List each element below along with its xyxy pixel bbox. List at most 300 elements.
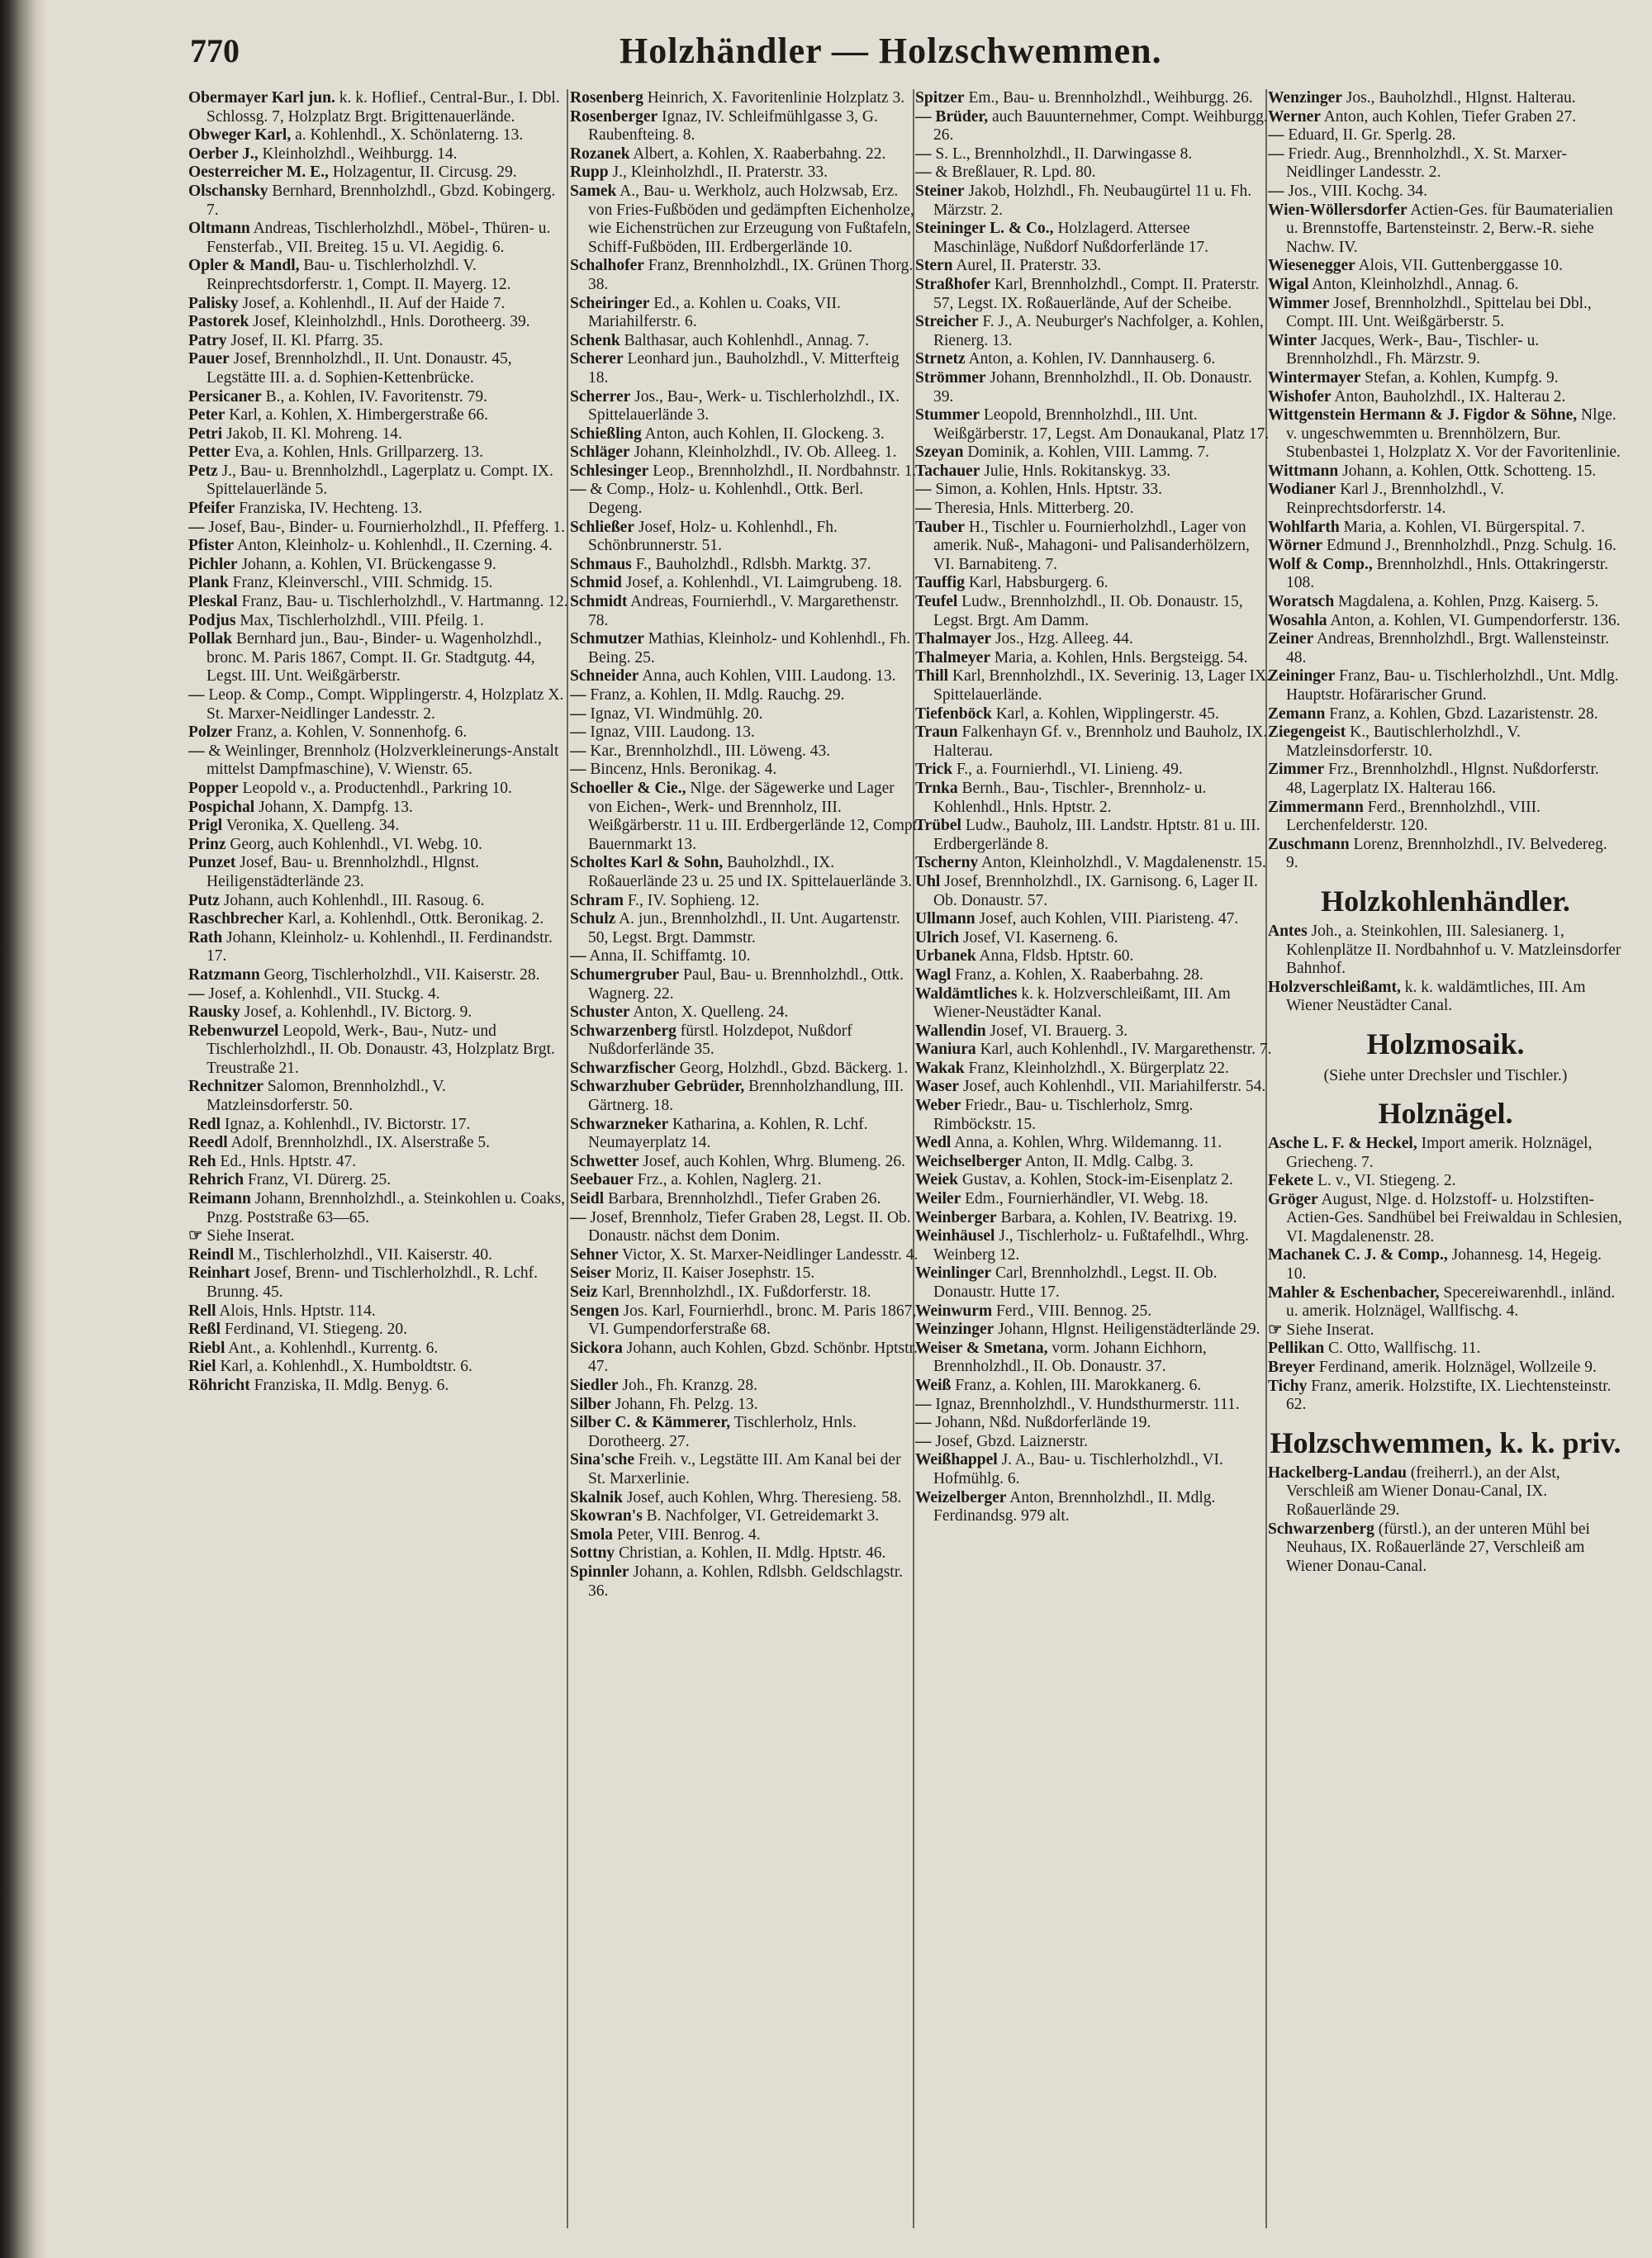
directory-entry [1268, 1191, 1623, 1247]
entry-name: Seiz [570, 1283, 598, 1301]
directory-entry [570, 425, 921, 444]
entry-name: Siedler [570, 1376, 619, 1394]
directory-entry [570, 444, 921, 463]
entry-details: Franz, a. Kohlen, X. Raaberbahng. 28. [955, 965, 1203, 984]
directory-entry [570, 1190, 921, 1209]
entry-details: Ludw., Brennholzhdl., II. Ob. Donaustr. 15, Legst. Brgt. Am Damm. [933, 593, 1243, 629]
entry-name: Scherrer [570, 387, 631, 406]
directory-entry [915, 966, 1273, 985]
directory-entry [1268, 1520, 1623, 1577]
entry-name: Smola [570, 1525, 614, 1544]
directory-entry [1268, 537, 1623, 556]
entry-name: Schmutzer [570, 630, 644, 648]
entry-name: Wishofer [1268, 387, 1332, 406]
directory-entry [570, 145, 921, 164]
directory-entry [188, 1358, 568, 1377]
directory-entry [915, 854, 1273, 873]
entry-name: Zimmermann [1268, 798, 1364, 816]
entry-details: Balthasar, auch Kohlenhdl., Annag. 7. [624, 331, 870, 349]
entry-details: Carl, Brennholzhdl., Legst. II. Ob. Donaustr. Hutte 17. [933, 1264, 1218, 1301]
directory-entry [570, 1340, 921, 1377]
entry-name: Thalmeyer [915, 648, 990, 666]
directory-entry [1268, 481, 1623, 518]
entry-details: Mathias, Kleinholz- und Kohlenhdl., Fh. Being. 25. [588, 630, 911, 666]
directory-entry [188, 406, 568, 425]
entry-details: Franz, a. Kohlen, V. Sonnenhofg. 6. [235, 723, 468, 742]
entry-details: fürstl. Holzdepot, Nußdorf Nußdorferlände 35. [588, 1022, 852, 1059]
entry-details: Karl, Brennholzhdl., Compt. II. Praterstr. 57, Legst. IX. Roßauerlände, Auf der Scheibe. [933, 275, 1260, 312]
entry-name: Seiser [570, 1264, 611, 1283]
directory-entry [570, 966, 921, 1003]
running-head: Holzhändler — Holzschwemmen. [620, 31, 1162, 71]
entry-name: Wohlfarth [1268, 518, 1340, 536]
entry-name: Ullmann [915, 910, 976, 928]
entry-name: Wittgenstein Hermann & J. Figdor & Söhne, [1268, 406, 1578, 425]
directory-entry [1268, 1284, 1623, 1321]
entry-details: Dominik, a. Kohlen, VIII. Lammg. 7. [967, 444, 1210, 462]
directory-entry [1268, 761, 1623, 798]
entry-details: Anton, Kleinholzhdl., Annag. 6. [1312, 275, 1519, 293]
entry-name: Tachauer [915, 462, 980, 480]
directory-entry [188, 220, 568, 257]
entry-name: Weiß [915, 1376, 952, 1394]
entry-details: Friedr. Aug., Brennholzhdl., X. St. Marxer-Neidlinger Landesstr. 2. [1286, 145, 1567, 182]
directory-entry [188, 593, 568, 612]
directory-entry [915, 1433, 1273, 1452]
directory-entry [570, 1489, 921, 1508]
entry-details: Bincenz, Hnls. Beronikag. 4. [590, 761, 777, 779]
directory-entry [570, 1116, 921, 1153]
entry-details: Albert, a. Kohlen, X. Raaberbahng. 22. [633, 145, 886, 163]
entry-details: Kar., Brennholzhdl., III. Löweng. 43. [590, 742, 831, 760]
directory-entry [570, 350, 921, 387]
entry-details: Ferdinand, VI. Stiegeng. 20. [224, 1321, 408, 1339]
entry-details: Anton, X. Quelleng. 24. [633, 1003, 789, 1022]
entry-name: Rath [188, 928, 223, 946]
entry-details: Josef, Gbzd. Laiznerstr. [935, 1432, 1089, 1450]
entry-details: Heinrich, X. Favoritenlinie Holzplatz 3. [647, 89, 905, 107]
entry-details: Johann, Kleinholz- u. Kohlenhdl., II. Ferdinandstr. 17. [206, 928, 553, 965]
entry-name: — [1268, 182, 1284, 200]
section-heading-holznaegel: Holznägel. [1378, 1096, 1513, 1130]
entry-name: Schläger [570, 444, 630, 462]
directory-entry [1268, 667, 1623, 704]
directory-entry [1268, 406, 1623, 463]
directory-entry [188, 723, 568, 742]
directory-entry [915, 89, 1273, 108]
entry-name: Silber C. & Kämmerer, [570, 1414, 731, 1432]
directory-entry [1268, 126, 1623, 145]
entry-details: Stefan, a. Kohlen, Kumpfg. 9. [1365, 368, 1559, 387]
entry-name: Schwarzneker [570, 1115, 669, 1133]
directory-entry [1268, 1464, 1623, 1520]
entry-name: Pospichal [188, 798, 255, 816]
entry-name: Weinzinger [915, 1321, 995, 1339]
entry-name: Scheiringer [570, 294, 650, 312]
entry-details: Georg, Tischlerholzhdl., VII. Kaiserstr. 28. [263, 965, 540, 984]
entry-name: Sehner [570, 1245, 619, 1264]
entry-details: Ferdinand, amerik. Holznägel, Wollzeile 9. [1318, 1359, 1597, 1377]
directory-entry [915, 369, 1273, 406]
entry-details: Johann, a. Kohlen, Ottk. Schotteng. 15. [1342, 462, 1597, 480]
directory-entry [570, 519, 921, 556]
entry-name: — [570, 947, 586, 965]
directory-entry [570, 686, 921, 705]
entry-details: Franz, Bau- u. Tischlerholzhdl., V. Hartmanng. 12. [241, 593, 568, 611]
directory-entry [915, 1340, 1273, 1377]
entry-details: K., Bautischlerholzhdl., V. Matzleinsdorferstr. 10. [1286, 723, 1521, 760]
directory-entry [915, 1264, 1273, 1302]
entry-name: Hackelberg-Landau [1268, 1463, 1407, 1482]
entry-name: Skowran's [570, 1507, 643, 1525]
entry-name: Wittmann [1268, 462, 1339, 480]
entry-details: (freiherrl.), an der Alst, Verschleiß am Wiener Donau-Canal, IX. Roßauerlände 29. [1286, 1463, 1560, 1519]
entry-details: Holzagentur, II. Circusg. 29. [332, 164, 517, 182]
directory-entry [1268, 463, 1623, 481]
directory-entry [188, 1153, 568, 1172]
directory-entry [570, 910, 921, 947]
directory-entry [188, 295, 568, 314]
entry-name: Peter [188, 406, 225, 425]
entry-name: Putz [188, 891, 220, 909]
entry-details: Barbara, Brennholzhdl., Tiefer Graben 26. [608, 1190, 881, 1208]
directory-entry [1268, 923, 1623, 979]
entry-details: Anna, II. Schiffamtg. 10. [589, 947, 751, 965]
directory-entry [1268, 108, 1623, 127]
entry-details: Veronika, X. Quelleng. 34. [225, 817, 400, 835]
directory-entry [915, 276, 1273, 313]
entry-details: Anna, a. Kohlen, Whrg. Wildemanng. 11. [954, 1134, 1222, 1152]
entry-name: Breyer [1268, 1359, 1316, 1377]
entry-name: Woratsch [1268, 593, 1335, 611]
directory-entry [570, 481, 921, 518]
entry-details: Import amerik. Holznägel, Griecheng. 7. [1286, 1134, 1593, 1171]
entry-details: Jos., Hzg. Alleeg. 44. [995, 630, 1133, 648]
directory-entry [570, 1078, 921, 1115]
entry-details: Joh., a. Steinkohlen, III. Salesianerg. 1, Kohlenplätze II. Nordbahnhof u. V. Matzleinsdorfer Bahnhof. [1286, 922, 1621, 978]
entry-name: Weiek [915, 1171, 958, 1189]
entry-details: Josef, a. Kohlenhdl., II. Auf der Haide 7. [242, 294, 506, 312]
directory-entry [188, 854, 568, 891]
entry-name: Rausky [188, 1003, 240, 1022]
directory-entry [1268, 979, 1623, 1016]
directory-entry [1268, 369, 1623, 388]
section-heading-holzschwemmen: Holzschwemmen, k. k. priv. [1270, 1425, 1621, 1459]
entry-details: Johannesg. 14, Hegeig. 10. [1286, 1246, 1602, 1283]
entry-details: J. A., Bau- u. Tischlerholzhdl., VI. Hofmühlg. 6. [933, 1451, 1223, 1487]
entry-details: A. jun., Brennholzhdl., II. Unt. Augartenstr. 50, Legst. Brgt. Dammstr. [588, 910, 900, 946]
entry-name: Schließer [570, 518, 634, 536]
entry-name: Zimmer [1268, 761, 1325, 779]
entry-details: Josef, Bau- u. Brennholzhdl., Hlgnst. Heiligenstädterlände 23. [206, 854, 480, 890]
entry-details: Gustav, a. Kohlen, Stock-im-Eisenplatz 2. [961, 1171, 1233, 1189]
entry-name: Reinhart [188, 1264, 250, 1283]
directory-entry [1268, 257, 1623, 276]
entry-name: Steininger L. & Co., [915, 220, 1054, 238]
entry-name: Weiler [915, 1190, 961, 1208]
entry-name: Uhl [915, 872, 941, 890]
directory-entry [1268, 202, 1623, 258]
entry-details: Tischlerholz, Hnls. Dorotheerg. 27. [588, 1414, 857, 1450]
entry-details: Franz, a. Kohlen, III. Marokkanerg. 6. [955, 1376, 1202, 1394]
directory-entry [915, 1209, 1273, 1228]
entry-name: Wimmer [1268, 294, 1330, 312]
entry-name: Winter [1268, 331, 1317, 349]
directory-entry [188, 388, 568, 407]
entry-details: Barbara, a. Kohlen, IV. Beatrixg. 19. [1000, 1208, 1237, 1226]
directory-entry [188, 313, 568, 332]
entry-name: Prinz [188, 835, 226, 853]
entry-name: — [188, 686, 205, 704]
entry-name: Pauer [188, 350, 230, 368]
entry-details: Karl, a. Kohlen, X. Himbergerstraße 66. [229, 406, 488, 425]
entry-details: Bernh., Bau-, Tischler-, Brennholz- u. Kohlenhdl., Hnls. Hptstr. 2. [933, 779, 1207, 816]
entry-name: Rozanek [570, 145, 630, 163]
directory-entry [915, 313, 1273, 350]
entry-details: Josef, a. Kohlenhdl., VI. Laimgrubeng. 18. [625, 574, 903, 592]
directory-entry [570, 1246, 921, 1265]
directory-entry [570, 742, 921, 761]
entry-name: Schulz [570, 910, 616, 928]
book-gutter-shadow [0, 0, 48, 2258]
entry-details: k. k. Hoflief., Central-Bur., I. Dbl. Schlossg. 7, Holzplatz Brgt. Brigittenauerlände. [206, 89, 560, 126]
directory-entry [188, 966, 568, 985]
directory-entry [570, 723, 921, 742]
column-2 [570, 89, 921, 2237]
entry-name: Opler & Mandl, [188, 257, 300, 275]
entry-name: Schalhofer [570, 257, 644, 275]
directory-entry [188, 1003, 568, 1022]
entry-details: Franz, amerik. Holzstifte, IX. Liechtensteinstr. 62. [1286, 1377, 1612, 1414]
entry-name: Petz [188, 462, 218, 480]
directory-entry [915, 481, 1273, 500]
directory-entry [188, 164, 568, 183]
entry-details: Franz, Bau- u. Tischlerholzhdl., Unt. Mdlg. Hauptstr. Hofärarischer Grund. [1286, 667, 1619, 704]
entry-details: Karl, a. Kohlenhdl., Ottk. Beronikag. 2. [287, 910, 544, 928]
directory-entry [915, 929, 1273, 948]
entry-name: Ratzmann [188, 965, 260, 984]
entry-details: Franz, Kleinholzhdl., X. Bürgerplatz 22. [968, 1059, 1229, 1077]
directory-entry [915, 406, 1273, 444]
directory-entry [1268, 612, 1623, 631]
entry-name: Pfister [188, 537, 235, 555]
entry-details: Frz., Brennholzhdl., Hlgnst. Nußdorferstr. 48, Lagerplatz IX. Halterau 166. [1286, 761, 1599, 797]
directory-entry [188, 836, 568, 855]
entry-details: Ignaz, VIII. Laudong. 13. [590, 723, 755, 742]
entry-details: Nlge. der Sägewerke und Lager von Eichen-, Werk- und Brennholz, III. Weißgärberstr. 11 u. III. Erdbergerlände 12, Compt. Bauernmarkt 13. [588, 779, 921, 853]
entry-name: Weinhäusel [915, 1227, 995, 1245]
entry-name: Steiner [915, 182, 965, 200]
entry-name: Strnetz [915, 350, 966, 368]
directory-entry [188, 1190, 568, 1227]
entry-details: Bernhard jun., Bau-, Binder- u. Wagenholzhdl., bronc. M. Paris 1867, Compt. II. Gr. Stadtgutg. 44, Legst. III. Unt. Weißgärberstr. [206, 630, 542, 685]
directory-entry [915, 1041, 1273, 1060]
entry-name: Schwetter [570, 1152, 639, 1170]
directory-entry [915, 1396, 1273, 1415]
directory-entry [188, 1078, 568, 1115]
entry-name: Strömmer [915, 368, 986, 387]
entry-details: Anton, a. Kohlen, IV. Dannhauserg. 6. [968, 350, 1216, 368]
entry-details: Karl, Brennholzhdl., IX. Fußdorferstr. 18. [601, 1283, 871, 1301]
entry-details: Anna, Fldsb. Hptstr. 60. [979, 947, 1134, 965]
entry-details: Bernhard, Brennholzhdl., Gbzd. Kobingerg. 7. [206, 182, 556, 219]
entry-details: Josef, Brennholzhdl., II. Unt. Donaustr. 45, Legstätte III. a. d. Sophien-Kettenbrücke. [206, 350, 512, 387]
entry-name: — [188, 518, 205, 536]
directory-entry [1268, 295, 1623, 332]
entry-name: — [188, 742, 205, 760]
entry-details: Josef, Bau-, Binder- u. Fournierholzhdl., II. Pfefferg. 1. [208, 518, 565, 536]
entry-name: Punzet [188, 854, 236, 872]
entry-name: Wien-Wöllersdorfer [1268, 201, 1408, 219]
entry-details: Ant., a. Kohlenhdl., Kurrentg. 6. [228, 1339, 439, 1357]
entry-name: — [570, 723, 586, 742]
directory-entry [570, 1283, 921, 1302]
directory-entry [570, 892, 921, 911]
entry-name: Wolf & Comp., [1268, 555, 1373, 573]
entry-name: Thill [915, 667, 949, 685]
entry-details: Franz, a. Kohlen, II. Mdlg. Rauchg. 29. [590, 686, 845, 704]
entry-name: Samek [570, 182, 617, 200]
entry-details: Johann, auch Kohlen, Gbzd. Schönbr. Hptstr. 47. [588, 1339, 918, 1376]
entry-details: Anton, II. Mdlg. Calbg. 3. [1024, 1152, 1194, 1170]
entry-name: Prigl [188, 817, 223, 835]
directory-entry [188, 892, 568, 911]
entry-details: Ignaz, a. Kohlenhdl., IV. Bictorstr. 17. [224, 1115, 471, 1133]
entry-name: — [570, 1208, 586, 1226]
directory-entry [570, 463, 921, 481]
directory-entry [188, 257, 568, 294]
directory-entry [1268, 388, 1623, 407]
entry-details: Anton, auch Kohlen, Tiefer Graben 27. [1323, 107, 1577, 126]
entry-name: Popper [188, 779, 239, 797]
entry-details: Anton, Bauholzhdl., IX. Halterau 2. [1334, 387, 1566, 406]
entry-name: Obweger Karl, [188, 126, 292, 145]
entry-details: Leonhard jun., Bauholzhdl., V. Mitterfteig 18. [588, 350, 900, 387]
entry-name: Skalnik [570, 1488, 623, 1506]
entry-details: H., Tischler u. Fournierholzhdl., Lager von amerik. Nuß-, Mahagoni- und Palisanderhölzern, VI. Barnabiteng. 7. [933, 518, 1250, 573]
entry-name: Schwarzenberg [1268, 1520, 1374, 1538]
entry-details: Andreas, Brennholzhdl., Brgt. Wallensteinstr. 48. [1286, 630, 1610, 666]
entry-name: Wosahla [1268, 611, 1327, 629]
column-3 [915, 89, 1273, 2237]
entry-name: Podjus [188, 611, 236, 629]
directory-entry [188, 799, 568, 818]
entry-details: Josef, Brenn- und Tischlerholzhdl., R. Lchf. Brunng. 45. [206, 1264, 539, 1301]
entry-details: & Comp., Holz- u. Kohlenhdl., Ottk. Berl. Degeng. [588, 481, 864, 518]
entry-details: Theresia, Hnls. Mitterberg. 20. [935, 500, 1134, 518]
directory-entry [188, 1171, 568, 1190]
page-number: 770 [190, 32, 240, 69]
entry-details: Johann, Hlgnst. Heiligenstädterlände 29. [998, 1321, 1260, 1339]
directory-entry [188, 1340, 568, 1359]
directory-entry [915, 1022, 1273, 1041]
directory-entry [1268, 1340, 1623, 1359]
entry-details: Franz, VI. Dürerg. 25. [248, 1171, 392, 1189]
entry-name: Reimann [188, 1190, 251, 1208]
directory-entry [915, 500, 1273, 519]
entry-details: Specereiwarenhdl., inländ. u. amerik. Holznägel, Wallfischg. 4. [1286, 1283, 1616, 1321]
directory-entry [915, 164, 1273, 183]
entry-name: Wiesenegger [1268, 257, 1355, 275]
entry-name: Rell [188, 1302, 216, 1320]
directory-entry [570, 1451, 921, 1488]
entry-details: Lorenz, Brennholzhdl., IV. Belvedereg. 9. [1286, 835, 1607, 872]
entry-name: Weinwurm [915, 1302, 993, 1320]
directory-entry [570, 1264, 921, 1283]
entry-name: Thalmayer [915, 630, 992, 648]
directory-entry [1268, 705, 1623, 724]
entry-name: Stern [915, 257, 953, 275]
entry-details: Joh., Fh. Kranzg. 28. [622, 1376, 757, 1394]
entry-details: F., IV. Sophieng. 12. [627, 891, 760, 909]
entry-details: Siehe Inserat. [1286, 1321, 1374, 1339]
entry-details: Josef, Brennholz, Tiefer Graben 28, Legst. II. Ob. Donaustr. nächst dem Donim. [588, 1208, 911, 1245]
directory-entry [915, 183, 1273, 220]
entry-details: J., Kleinholzhdl., II. Praterstr. 33. [612, 164, 828, 182]
directory-entry [188, 929, 568, 966]
entry-name: ☞ [1268, 1321, 1283, 1339]
directory-entry [188, 556, 568, 575]
directory-entry [915, 1060, 1273, 1079]
directory-entry [570, 388, 921, 425]
directory-entry [915, 723, 1273, 761]
entry-name: — [915, 481, 932, 499]
directory-entry [188, 1134, 568, 1153]
directory-entry [188, 985, 568, 1004]
directory-entry [570, 257, 921, 294]
directory-entry [570, 1563, 921, 1601]
entry-name: Schwarzfischer [570, 1059, 676, 1077]
directory-entry [188, 1022, 568, 1079]
entry-details: B., a. Kohlen, IV. Favoritenstr. 79. [265, 387, 487, 406]
directory-entry [915, 463, 1273, 481]
entry-name: Schmidt [570, 593, 628, 611]
directory-entry [570, 1022, 921, 1060]
directory-entry [915, 1302, 1273, 1321]
entry-name: Wenzinger [1268, 89, 1342, 107]
directory-entry [570, 1209, 921, 1246]
entry-name: Holzverschleißamt, [1268, 978, 1401, 996]
entry-details: Simon, a. Kohlen, Hnls. Hptstr. 33. [935, 481, 1163, 499]
entry-details: Josef, a. Kohlenhdl., IV. Bictorg. 9. [244, 1003, 472, 1022]
directory-entry [188, 1116, 568, 1135]
directory-entry [188, 1227, 568, 1246]
directory-entry [570, 332, 921, 351]
entry-details: Katharina, a. Kohlen, R. Lchf. Neumayerplatz 14. [588, 1115, 868, 1152]
entry-details: Frz., a. Kohlen, Naglerg. 21. [637, 1171, 822, 1189]
entry-name: Wakak [915, 1059, 965, 1077]
entry-name: Pellikan [1268, 1340, 1325, 1358]
entry-name: Reedl [188, 1134, 228, 1152]
entry-details: L. v., VI. Stiegeng. 2. [1317, 1172, 1456, 1190]
directory-entry [1268, 145, 1623, 183]
directory-entry [915, 574, 1273, 593]
entry-details: Em., Bau- u. Brennholzhdl., Weihburgg. 26. [968, 89, 1253, 107]
entry-details: F., Bauholzhdl., Rdlsbh. Marktg. 37. [635, 555, 871, 573]
entry-details: Alois, Hnls. Hptstr. 114. [219, 1302, 376, 1320]
entry-name: Sina'sche [570, 1451, 635, 1469]
entry-details: Ferd., Brennholzhdl., VIII. Lerchenfelderstr. 120. [1286, 798, 1541, 835]
entry-details: Aurel, II. Praterstr. 33. [956, 257, 1102, 275]
directory-entry [915, 780, 1273, 817]
directory-entry [570, 761, 921, 780]
entry-name: Teufel [915, 593, 958, 611]
entry-details: Josef, auch Kohlenhdl., VII. Mariahilferstr. 54. [962, 1078, 1266, 1096]
entry-details: Bau- u. Tischlerholzhdl. V. Reinprechtsdorferstr. 1, Compt. II. Mayerg. 12. [206, 257, 511, 293]
entry-details: k. k. waldämtliches, III. Am Wiener Neustädter Canal. [1286, 978, 1586, 1015]
entry-name: Pichler [188, 555, 238, 573]
entry-name: Weizelberger [915, 1488, 1007, 1506]
